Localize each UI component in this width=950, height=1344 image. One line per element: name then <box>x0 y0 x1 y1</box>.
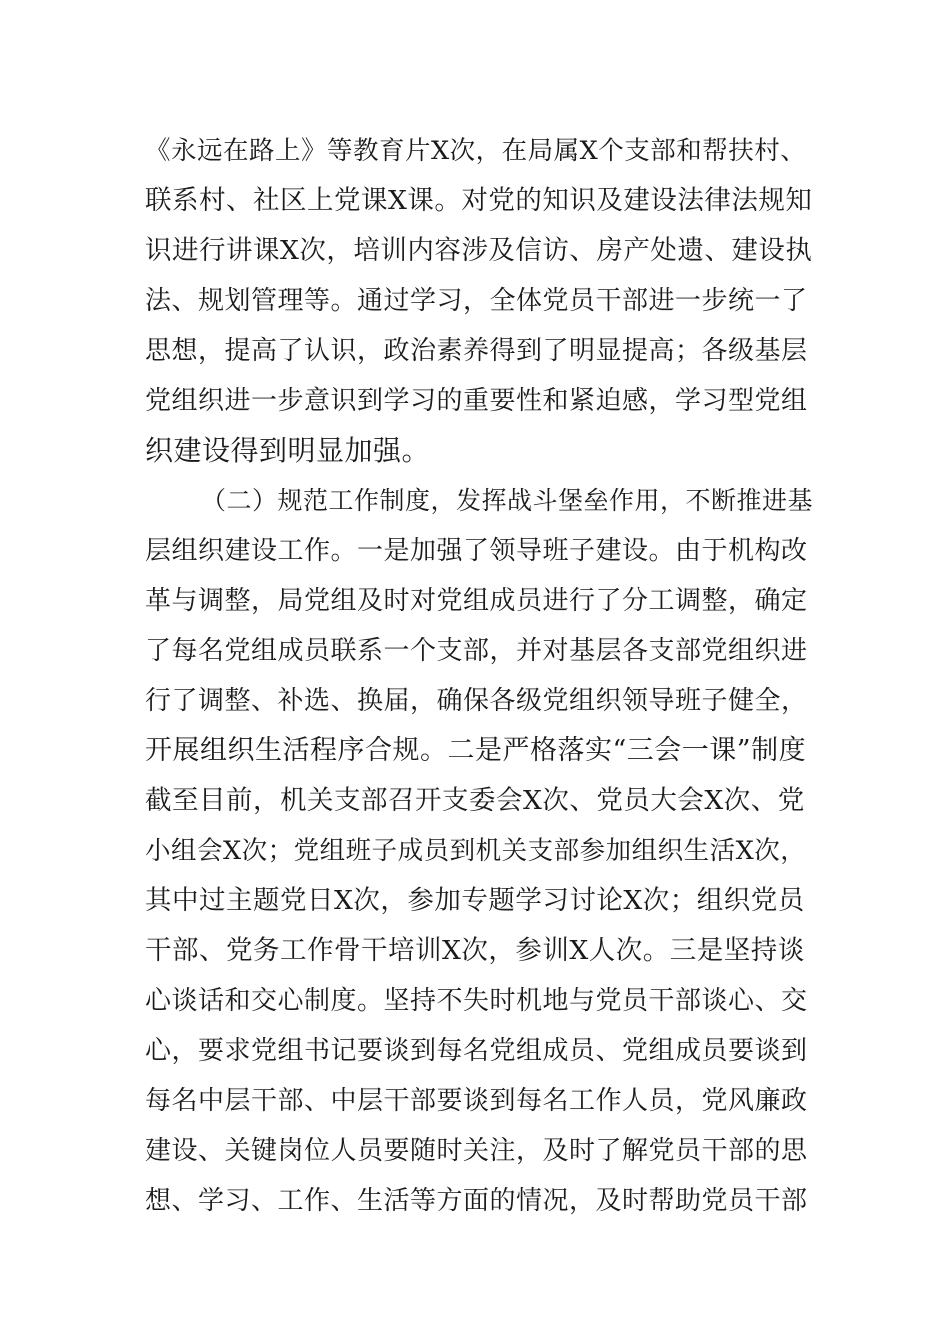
text-line-10: 革与调整，局党组及时对党组成员进行了分工调整，确定 <box>145 586 808 616</box>
text-line-21: 建设、关键岗位人员要随时关注，及时了解党员干部的思 <box>145 1136 808 1166</box>
text-line-15: 小组会X次；党组班子成员到机关支部参加组织生活X次， <box>145 836 807 866</box>
text-line-17: 干部、党务工作骨干培训X次，参训X人次。三是坚持谈 <box>145 935 805 966</box>
text-line-3: 识进行讲课X次，培训内容涉及信访、房产处遗、建设执 <box>145 235 813 266</box>
text-line-22: 想、学习、工作、生活等方面的情况，及时帮助党员干部 <box>145 1186 808 1216</box>
text-line-16: 其中过主题党日X次，参加专题学习讨论X次；组织党员 <box>145 885 805 916</box>
text-line-9: 层组织建设工作。一是加强了领导班子建设。由于机构改 <box>145 536 808 566</box>
body-text <box>145 126 815 1226</box>
text-line-14: 截至目前，机关支部召开支委会X次、党员大会X次、党 <box>145 785 805 816</box>
section-heading-line: （二）规范工作制度，发挥战斗堡垒作用，不断推进基 <box>201 486 814 515</box>
text-line-12: 行了调整、补选、换届，确保各级党组织领导班子健全， <box>145 686 808 716</box>
text-line-2: 联系村、社区上党课X课。对党的知识及建设法律法规知 <box>145 185 813 216</box>
text-line-1: 《永远在路上》等教育片X次，在局属X个支部和帮扶村、 <box>145 136 807 166</box>
text-line-11: 了每名党组成员联系一个支部，并对基层各支部党组织进 <box>145 636 808 666</box>
text-line-13: 开展组织生活程序合规。二是严格落实“三会一课”制度 <box>145 735 807 766</box>
text-line-19: 心，要求党组书记要谈到每名党组成员、党组成员要谈到 <box>145 1036 808 1066</box>
text-line-4: 法、规划管理等。通过学习，全体党员干部进一步统一了 <box>145 286 808 316</box>
text-line-7: 织建设得到明显加强。 <box>145 434 431 467</box>
text-line-18: 心谈话和交心制度。坚持不失时机地与党员干部谈心、交 <box>145 986 808 1016</box>
text-line-6: 党组织进一步意识到学习的重要性和紧迫感，学习型党组 <box>145 386 808 416</box>
text-line-20: 每名中层干部、中层干部要谈到每名工作人员，党风廉政 <box>145 1086 808 1116</box>
text-line-5: 思想，提高了认识，政治素养得到了明显提高；各级基层 <box>145 336 808 366</box>
